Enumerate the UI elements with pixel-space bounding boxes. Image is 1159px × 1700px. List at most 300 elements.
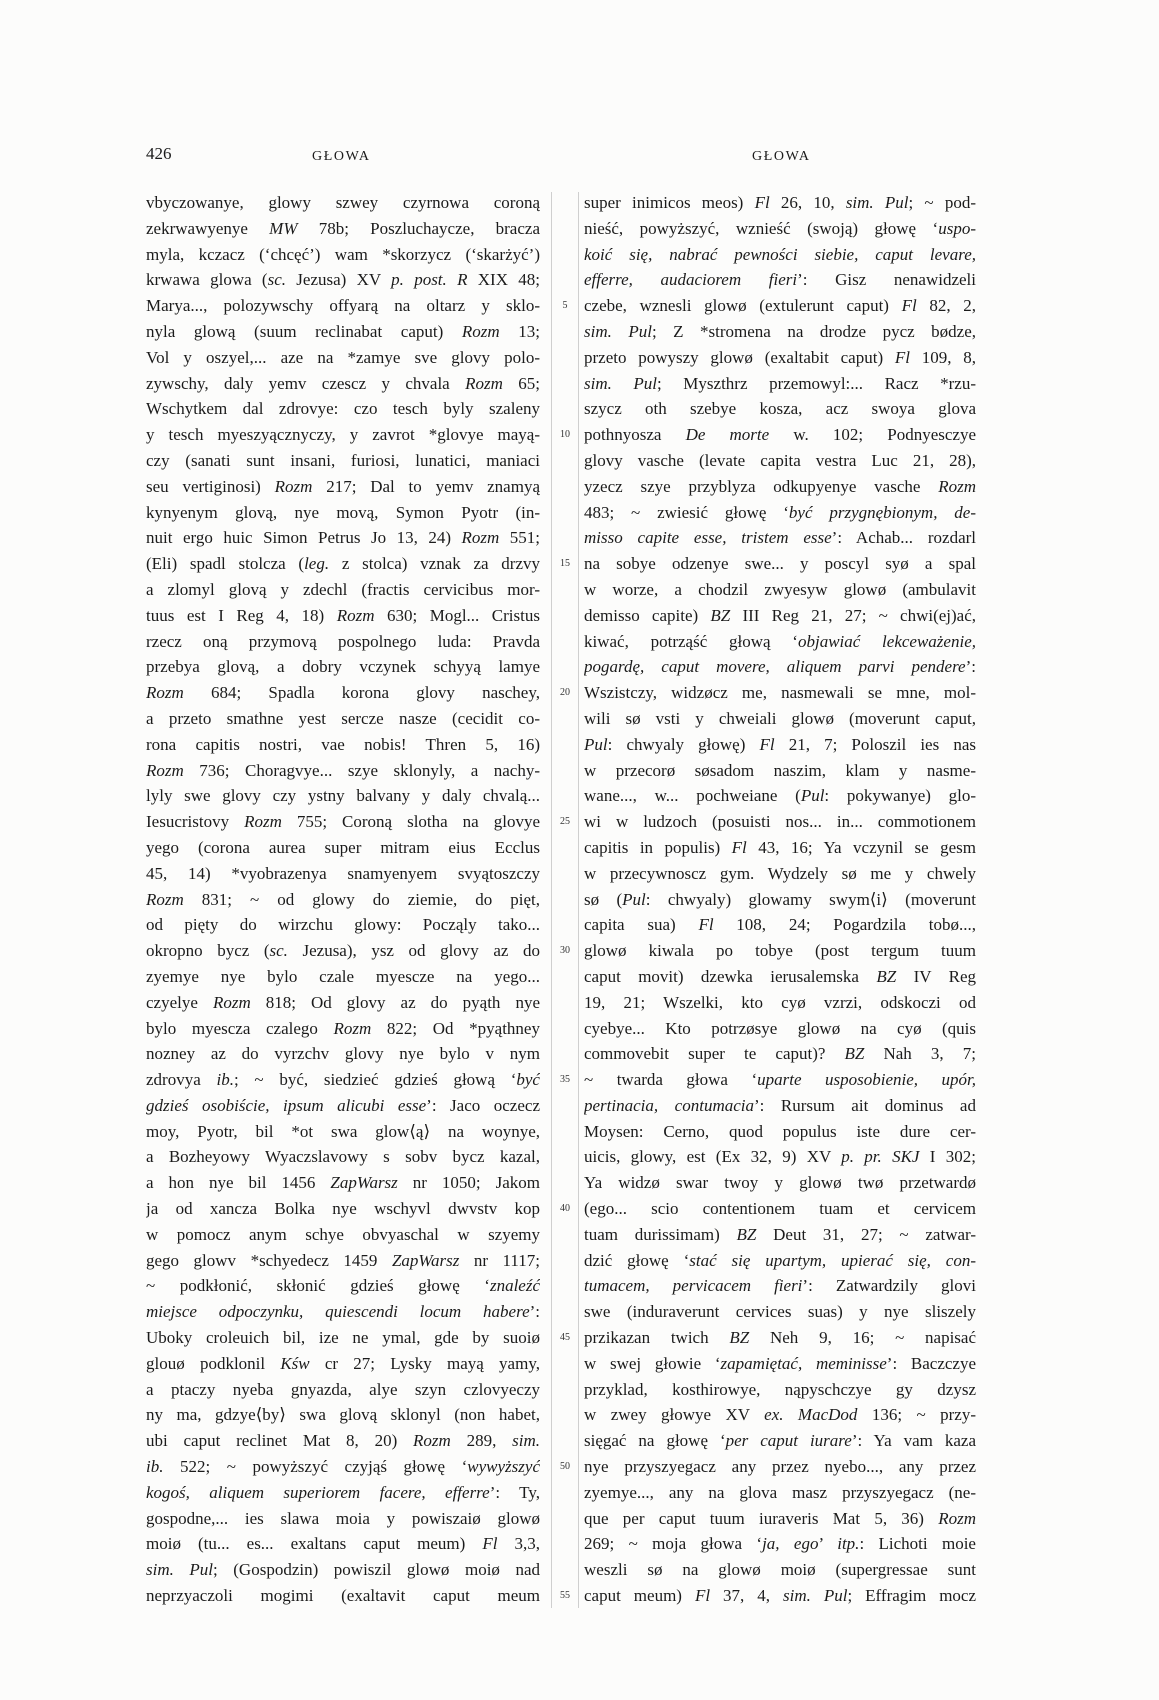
text-segment: od pięty do wirzchu glowy: Począly tako... — [146, 915, 540, 935]
text-line — [146, 1351, 540, 1377]
text-segment: capita sua) — [584, 915, 699, 935]
text-segment: a zlomyl glovą y zdechl (fractis cervicibus mor- — [146, 579, 540, 599]
italic-segment: ex. MacDod — [764, 1405, 858, 1425]
text-segment: czebe, wznesli glowø (extulerunt caput) — [584, 296, 902, 316]
italic-segment: zapamiętać, meminisse — [720, 1353, 887, 1373]
text-segment: 82, 2, — [916, 296, 976, 316]
text-segment: ; Z *stromena na drodze pycz bødze, — [651, 321, 976, 341]
text-segment: demisso capite) — [584, 605, 711, 625]
text-segment: ’: Ty, — [489, 1482, 540, 1502]
text-segment: 136; ~ przy- — [857, 1405, 976, 1425]
text-line — [584, 861, 976, 887]
text-line — [584, 371, 976, 397]
text-line — [146, 654, 540, 680]
text-line — [584, 1531, 976, 1557]
text-segment: ’: Jaco oczecz — [426, 1095, 540, 1115]
text-line — [146, 1583, 540, 1609]
text-segment: ’: — [529, 1302, 540, 1322]
italic-segment: Pul — [800, 786, 825, 806]
text-line — [584, 783, 976, 809]
text-segment: 45, 14) *vyobrazenya snamyenyem svyątoszczy — [146, 863, 540, 883]
text-line — [584, 1170, 976, 1196]
text-line — [584, 500, 976, 526]
italic-segment: wywyższyć — [467, 1457, 540, 1477]
text-segment: 43, 16; Ya vczynil se gesm — [746, 837, 976, 857]
text-segment: : chwyaly głowę) — [607, 734, 760, 754]
text-segment: 755; Coroną slotha na glovye — [281, 812, 540, 832]
italic-segment: Rozm — [461, 321, 500, 341]
text-line — [584, 1299, 976, 1325]
italic-segment: BZ — [710, 605, 731, 625]
text-line — [584, 964, 976, 990]
text-segment: 217; Dal to yemv znamyą — [312, 476, 540, 496]
text-line — [584, 1093, 976, 1119]
text-line — [584, 758, 976, 784]
text-segment: 818; Od glovy az do pyąth nye — [250, 992, 540, 1012]
text-line — [146, 293, 540, 319]
text-line — [584, 1196, 976, 1222]
text-segment: pothnyosza — [584, 425, 686, 445]
line-number: 25 — [560, 816, 570, 828]
italic-segment: Pul — [622, 889, 646, 909]
text-segment: zdrovya — [146, 1070, 217, 1090]
line-number-gutter — [555, 190, 575, 1609]
text-line — [146, 448, 540, 474]
text-line — [146, 758, 540, 784]
italic-segment: ZapWarsz — [391, 1250, 460, 1270]
text-segment: I 302; — [919, 1147, 976, 1167]
text-line — [584, 654, 976, 680]
text-segment: sø ( — [584, 889, 623, 909]
text-segment: Nah 3, 7; — [864, 1044, 976, 1064]
text-line — [146, 706, 540, 732]
italic-segment: Fl — [759, 734, 775, 754]
text-line — [584, 293, 976, 319]
text-segment: sięgać na głowę ‘ — [584, 1431, 726, 1451]
text-line — [146, 396, 540, 422]
text-segment: kiwać, potrząść głową ‘ — [584, 631, 798, 651]
text-line — [584, 1325, 976, 1351]
running-head-left: GŁOWA — [312, 149, 371, 164]
text-line — [146, 1273, 540, 1299]
text-line — [584, 1402, 976, 1428]
text-line — [584, 1273, 976, 1299]
text-segment: dzić głowę ‘ — [584, 1250, 690, 1270]
text-line — [146, 1480, 540, 1506]
text-segment: ’: Rursum ait dominus ad — [753, 1095, 976, 1115]
text-segment: w przecorø søsadom naszim, klam y nasme- — [584, 760, 976, 780]
text-segment: caput meum) — [584, 1586, 695, 1606]
text-segment: nozney az do vyrzchv glovy nye bylo v nym — [146, 1044, 540, 1064]
line-number: 20 — [560, 687, 570, 699]
text-segment: Marya..., polozywschy offyarą na oltarz y sklo- — [146, 296, 540, 316]
italic-segment: sim. Pul — [584, 373, 658, 393]
text-line — [146, 1016, 540, 1042]
text-segment: bylo myescza czalego — [146, 1018, 334, 1038]
text-line — [584, 1377, 976, 1403]
text-line — [146, 371, 540, 397]
text-line — [584, 577, 976, 603]
text-line — [584, 732, 976, 758]
text-line — [146, 1325, 540, 1351]
text-line — [146, 990, 540, 1016]
page-number: 426 — [146, 144, 172, 163]
text-segment: 289, — [450, 1431, 513, 1451]
italic-segment: ZapWarsz — [330, 1173, 398, 1193]
text-segment: ~ twarda głowa ‘ — [584, 1070, 758, 1090]
italic-segment: leg. — [304, 554, 330, 574]
italic-segment: Rozm — [244, 812, 282, 832]
italic-segment: sim. Pul — [783, 1586, 848, 1606]
text-line — [146, 1144, 540, 1170]
text-segment: okropno bycz ( — [146, 941, 270, 961]
text-line — [584, 1583, 976, 1609]
text-line — [584, 680, 976, 706]
text-segment: y tesch myeszyącznyczy, y zavrot *glovye mayą- — [146, 425, 540, 445]
text-segment: a hon nye bil 1456 — [146, 1173, 331, 1193]
text-line — [146, 1299, 540, 1325]
text-line — [584, 242, 976, 268]
text-segment: ’: — [965, 657, 976, 677]
italic-segment: znaleźć — [489, 1276, 540, 1296]
italic-segment: Fl — [731, 837, 747, 857]
text-line — [584, 1351, 976, 1377]
italic-segment: Fl — [901, 296, 917, 316]
text-segment: tuam durissimam) — [584, 1224, 737, 1244]
text-segment: ; (Gospodzin) powiszil glowø moiø nad — [213, 1560, 540, 1580]
italic-segment: p. pr. SKJ — [841, 1147, 920, 1167]
text-line — [584, 1480, 976, 1506]
text-segment: neprzyaczoli mogimi (exaltavit caput meum — [146, 1586, 540, 1606]
italic-segment: Rozm — [146, 889, 184, 909]
text-segment: : pokywanye) glo- — [824, 786, 976, 806]
running-head-right: GŁOWA — [752, 149, 811, 164]
text-segment: nr 1050; Jakom — [397, 1173, 540, 1193]
text-segment: uicis, glowy, est (Ex 32, 9) XV — [584, 1147, 842, 1167]
text-segment: super inimicos meos) — [584, 193, 755, 212]
text-segment: przeto powyszy glowø (exaltabit caput) — [584, 347, 895, 367]
text-segment: 13; — [499, 321, 540, 341]
text-segment: gego glowv *schyedecz 1459 — [146, 1250, 392, 1270]
text-line — [584, 1067, 976, 1093]
text-segment: Wszistczy, widzøcz me, nasmewali se mne, mol- — [584, 683, 976, 703]
text-line — [584, 1144, 976, 1170]
text-segment: moy, Pyotr, bil *ot swa glow⟨ą⟩ na woynye, — [146, 1121, 540, 1141]
text-line — [584, 990, 976, 1016]
text-line — [584, 448, 976, 474]
italic-segment: Kśw — [280, 1353, 310, 1373]
text-line — [584, 1222, 976, 1248]
text-segment: ubi caput reclinet Mat 8, 20) — [146, 1431, 414, 1451]
italic-segment: być przygnębionym, de- — [788, 502, 976, 522]
text-segment: Ya widzø swar twoy y glowø twø przetwardø — [584, 1173, 976, 1193]
text-line — [146, 912, 540, 938]
text-line — [584, 887, 976, 913]
line-number: 45 — [560, 1332, 570, 1344]
text-line — [146, 577, 540, 603]
text-line — [584, 345, 976, 371]
text-line — [146, 938, 540, 964]
italic-segment: sc. — [267, 270, 287, 290]
italic-segment: BZ — [729, 1328, 750, 1348]
text-segment: w zwey głowye XV — [584, 1405, 765, 1425]
text-segment: yzecz szye przyblyza odkupyenye vasche — [584, 476, 939, 496]
text-segment: ’: Gisz nenawidzeli — [797, 270, 976, 290]
text-line — [584, 551, 976, 577]
italic-segment: efferre, audaciorem fieri — [584, 270, 798, 290]
text-segment: nye przyszyegacz any przez nyebo..., any przez — [584, 1457, 976, 1477]
text-segment: 65; — [502, 373, 540, 393]
text-segment: 109, 8, — [909, 347, 976, 367]
column-rule-right — [578, 192, 579, 1608]
text-segment: wili sø vsti y chweiali glowø (moverunt caput, — [584, 708, 976, 728]
text-segment: gospodne,... ies slawa moia y powiszaiø glowø — [146, 1508, 540, 1528]
italic-segment: objawiać lekceważenie, — [797, 631, 976, 651]
text-segment: 522; ~ powyższyć czyjąś głowę ‘ — [163, 1457, 468, 1477]
text-line — [146, 525, 540, 551]
text-line — [146, 1222, 540, 1248]
italic-segment: Fl — [482, 1534, 498, 1554]
italic-segment: uspo- — [938, 218, 976, 238]
italic-segment: sc. — [269, 941, 288, 961]
text-segment: ja od xancza Bolka nye wschyvl dwvstv kop — [146, 1199, 540, 1219]
text-segment: ; Myszthrz przemowyl:... Racz *rzu- — [657, 373, 976, 393]
text-segment: w swej głowie ‘ — [584, 1353, 721, 1373]
text-line — [146, 964, 540, 990]
text-segment: weszli sø na glowø moiø (supergressae sunt — [584, 1560, 976, 1580]
text-segment: lyly swe glovy czy ystny balvany y daly chvalą... — [146, 786, 540, 806]
text-line — [584, 1557, 976, 1583]
text-segment: commovebit super te caput)? — [584, 1044, 845, 1064]
text-segment: Deut 31, 27; ~ zatwar- — [756, 1224, 976, 1244]
text-line — [584, 525, 976, 551]
text-line — [146, 216, 540, 242]
italic-segment: ja, ego — [762, 1534, 819, 1554]
italic-segment: pogardę, caput movere, aliquem parvi pendere — [584, 657, 966, 677]
text-segment: glouø podklonil — [146, 1353, 281, 1373]
italic-segment: stać się upartym, upierać się, con- — [689, 1250, 976, 1270]
italic-segment: Rozm — [938, 476, 976, 496]
text-segment: XIX 48; — [467, 270, 540, 290]
italic-segment: Fl — [754, 193, 770, 212]
italic-segment: pertinacia, contumacia — [584, 1095, 754, 1115]
text-segment: que per caput tuum iuraveris Mat 5, 36) — [584, 1508, 939, 1528]
text-segment: Wschytkem dal zdrovye: czo tesch byly szaleny — [146, 399, 540, 419]
text-line — [146, 345, 540, 371]
text-segment: seu vertiginosi) — [146, 476, 275, 496]
italic-segment: Rozm — [938, 1508, 976, 1528]
text-line — [146, 629, 540, 655]
text-segment: w worze, a chodzil zwyesyw glowø (ambulavit — [584, 579, 976, 599]
text-line — [584, 938, 976, 964]
italic-segment: gdzieś osobiście, ipsum alicubi esse — [146, 1095, 427, 1115]
line-number: 10 — [560, 429, 570, 441]
italic-segment: Rozm — [333, 1018, 372, 1038]
text-line — [584, 1506, 976, 1532]
text-segment: III Reg 21, 27; ~ chwi(ej)ać, — [730, 605, 976, 625]
text-line — [584, 319, 976, 345]
italic-segment: koić się, nabrać pewności siebie, caput levare, — [584, 244, 976, 264]
text-segment: z stolca) vznak za drzvy — [329, 554, 540, 574]
text-line — [584, 267, 976, 293]
text-line — [146, 1402, 540, 1428]
text-segment: : Lichoti moie — [859, 1534, 976, 1554]
text-line — [146, 500, 540, 526]
text-segment: 831; ~ od glowy do ziemie, do pięt, — [183, 889, 540, 909]
italic-segment: być — [516, 1070, 540, 1090]
text-line — [146, 1506, 540, 1532]
text-line — [584, 1016, 976, 1042]
italic-segment: per caput iurare — [725, 1431, 852, 1451]
left-column — [146, 190, 540, 1609]
text-segment: na sobye odzenye swe... y poscyl syø a spal — [584, 554, 976, 574]
text-segment: 19, 21; Wszelki, kto cyø vzrzi, odskoczi od — [584, 992, 976, 1012]
text-segment: 108, 24; Pogardzila tobø..., — [713, 915, 976, 935]
text-line — [584, 1119, 976, 1145]
text-segment: Vol y oszyel,... aze na *zamye sve glovy polo- — [146, 347, 540, 367]
italic-segment: Rozm — [465, 373, 503, 393]
text-line — [146, 319, 540, 345]
text-segment: cr 27; Lysky mayą yamy, — [309, 1353, 540, 1373]
text-segment: przyklad, kosthirowye, nąpyschczye gy dzysz — [584, 1379, 976, 1399]
text-segment: 684; Spadla korona glovy naschey, — [183, 683, 540, 703]
text-segment: 37, 4, — [710, 1586, 783, 1606]
italic-segment: Rozm — [146, 760, 184, 780]
text-segment: przikazan twich — [584, 1328, 730, 1348]
text-segment: cyebye... Kto potrzøsye glowø na cyø (quis — [584, 1018, 976, 1038]
text-segment: 736; Choragvye... szye sklonyly, a nachy- — [183, 760, 540, 780]
italic-segment: Rozm — [274, 476, 313, 496]
text-segment: : chwyaly) glowamy swym⟨i⟩ (moverunt — [645, 889, 976, 909]
text-segment: myla, kczacz (‘chcęć’) wam *skorzycz (‘skarżyć’) — [146, 244, 540, 264]
text-segment: 3,3, — [497, 1534, 540, 1554]
text-segment: wane..., w... pochweiane ( — [584, 786, 801, 806]
text-segment: czy (sanati sunt insani, furiosi, lunatici, maniaci — [146, 450, 540, 470]
text-line — [146, 1557, 540, 1583]
column-rule-left — [551, 192, 552, 1608]
text-line — [146, 603, 540, 629]
text-segment: 269; ~ moja głowa ‘ — [584, 1534, 763, 1554]
italic-segment: BZ — [844, 1044, 865, 1064]
text-line — [146, 809, 540, 835]
text-segment: ’: Zatwardzily glovi — [802, 1276, 976, 1296]
text-segment: caput movit) dzewka ierusalemska — [584, 966, 877, 986]
italic-segment: Rozm — [146, 683, 184, 703]
text-line — [146, 1093, 540, 1119]
text-segment: czyelye — [146, 992, 213, 1012]
line-number: 40 — [560, 1203, 570, 1215]
line-number: 50 — [560, 1461, 570, 1473]
italic-segment: miejsce odpoczynku, quiescendi locum habere — [146, 1302, 530, 1322]
italic-segment: uparte usposobienie, upór, — [757, 1070, 976, 1090]
text-line — [584, 190, 976, 216]
text-segment: zyemye nye bylo czale myescze na yego... — [146, 966, 540, 986]
text-line — [146, 1531, 540, 1557]
italic-segment: misso capite esse, tristem esse — [584, 528, 832, 548]
text-segment: rona capitis nostri, vae nobis! Thren 5, 16) — [146, 734, 540, 754]
text-segment: vbyczowanye, glowy szwey czyrnowa coroną — [146, 193, 540, 212]
text-line — [584, 629, 976, 655]
text-segment: ; Effragim mocz — [847, 1586, 976, 1606]
text-line — [146, 267, 540, 293]
italic-segment: BZ — [876, 966, 897, 986]
text-segment: glovy vasche (levate capita vestra Luc 21, 28), — [584, 450, 976, 470]
text-line — [584, 603, 976, 629]
text-line — [146, 887, 540, 913]
italic-segment: ib. — [146, 1457, 164, 1477]
text-line — [584, 396, 976, 422]
text-segment: zekrwawyenye — [146, 218, 270, 238]
text-segment: rzecz oną przymovą pospolnego luda: Pravda — [146, 631, 540, 651]
text-segment: 21, 7; Poloszil ies nas — [774, 734, 976, 754]
text-line — [146, 1248, 540, 1274]
italic-segment: sim. Pul — [146, 1560, 214, 1580]
text-segment: w. 102; Podnyesczye — [769, 425, 976, 445]
text-segment: Iesucristovy — [146, 812, 245, 832]
text-segment: w pomocz anym schye obvyaschal w szyemy — [146, 1224, 540, 1244]
text-segment: ’: Baczczye — [886, 1353, 976, 1373]
text-line — [146, 1119, 540, 1145]
text-segment: kynyenym glovą, nye movą, Symon Pyotr (in- — [146, 502, 540, 522]
text-line — [146, 1377, 540, 1403]
text-line — [584, 1454, 976, 1480]
italic-segment: Fl — [698, 915, 714, 935]
text-segment: Neh 9, 16; ~ napisać — [749, 1328, 976, 1348]
text-segment: ’: Ya vam kaza — [851, 1431, 976, 1451]
text-line — [584, 216, 976, 242]
italic-segment: kogoś, aliquem superiorem facere, efferre — [146, 1482, 490, 1502]
line-number: 35 — [560, 1074, 570, 1086]
text-segment: tuus est I Reg 4, 18) — [146, 605, 337, 625]
text-segment: zywschy, daly yemv czescz y chvala — [146, 373, 466, 393]
text-line — [146, 732, 540, 758]
text-segment: Uboky croleuich bil, ize ne ymal, gde by suoiø — [146, 1328, 540, 1348]
italic-segment: Fl — [694, 1586, 711, 1606]
text-line — [584, 422, 976, 448]
text-segment: szycz oth szebye kosza, acz swoya glova — [584, 399, 976, 419]
line-number: 5 — [562, 300, 568, 312]
text-segment: moiø (tu... es... exaltans caput meum) — [146, 1534, 483, 1554]
italic-segment: sim. Pul — [584, 321, 652, 341]
text-segment: 630; Mogl... Cristus — [374, 605, 540, 625]
text-line — [146, 422, 540, 448]
text-segment: 26, 10, — [769, 193, 846, 212]
text-segment: ny ma, gdzye⟨by⟩ swa glovą sklonyl (non habet, — [146, 1405, 540, 1425]
text-segment: ; ~ pod- — [908, 193, 976, 212]
text-segment: nr 1117; — [459, 1250, 540, 1270]
line-number: 30 — [560, 945, 570, 957]
text-line — [146, 1170, 540, 1196]
italic-segment: itp. — [837, 1534, 860, 1554]
text-line — [146, 1196, 540, 1222]
italic-segment: Rozm — [413, 1431, 451, 1451]
text-segment: yego (corona aurea super mitram eius Ecclus — [146, 837, 540, 857]
text-segment: nuit ergo huic Simon Petrus Jo 13, 24) — [146, 528, 462, 548]
text-segment: Jezusa) XV — [286, 270, 392, 290]
italic-segment: tumacem, pervicacem fieri — [584, 1276, 803, 1296]
text-segment: swe (induraverunt cervices suas) y nye sliszely — [584, 1302, 976, 1322]
text-line — [584, 706, 976, 732]
italic-segment: MW — [269, 218, 298, 238]
italic-segment: Fl — [894, 347, 910, 367]
text-segment: zyemye..., any na glova masz przyszyegacz (ne- — [584, 1482, 976, 1502]
italic-segment: ib. — [216, 1070, 234, 1090]
text-segment: 551; — [499, 528, 540, 548]
italic-segment: Rozm — [336, 605, 375, 625]
text-segment: a przeto smathne yest sercze nasze (cecidit co- — [146, 708, 540, 728]
text-line — [146, 1454, 540, 1480]
text-segment: ~ podkłonić, skłonić gdzieś głowę ‘ — [146, 1276, 490, 1296]
